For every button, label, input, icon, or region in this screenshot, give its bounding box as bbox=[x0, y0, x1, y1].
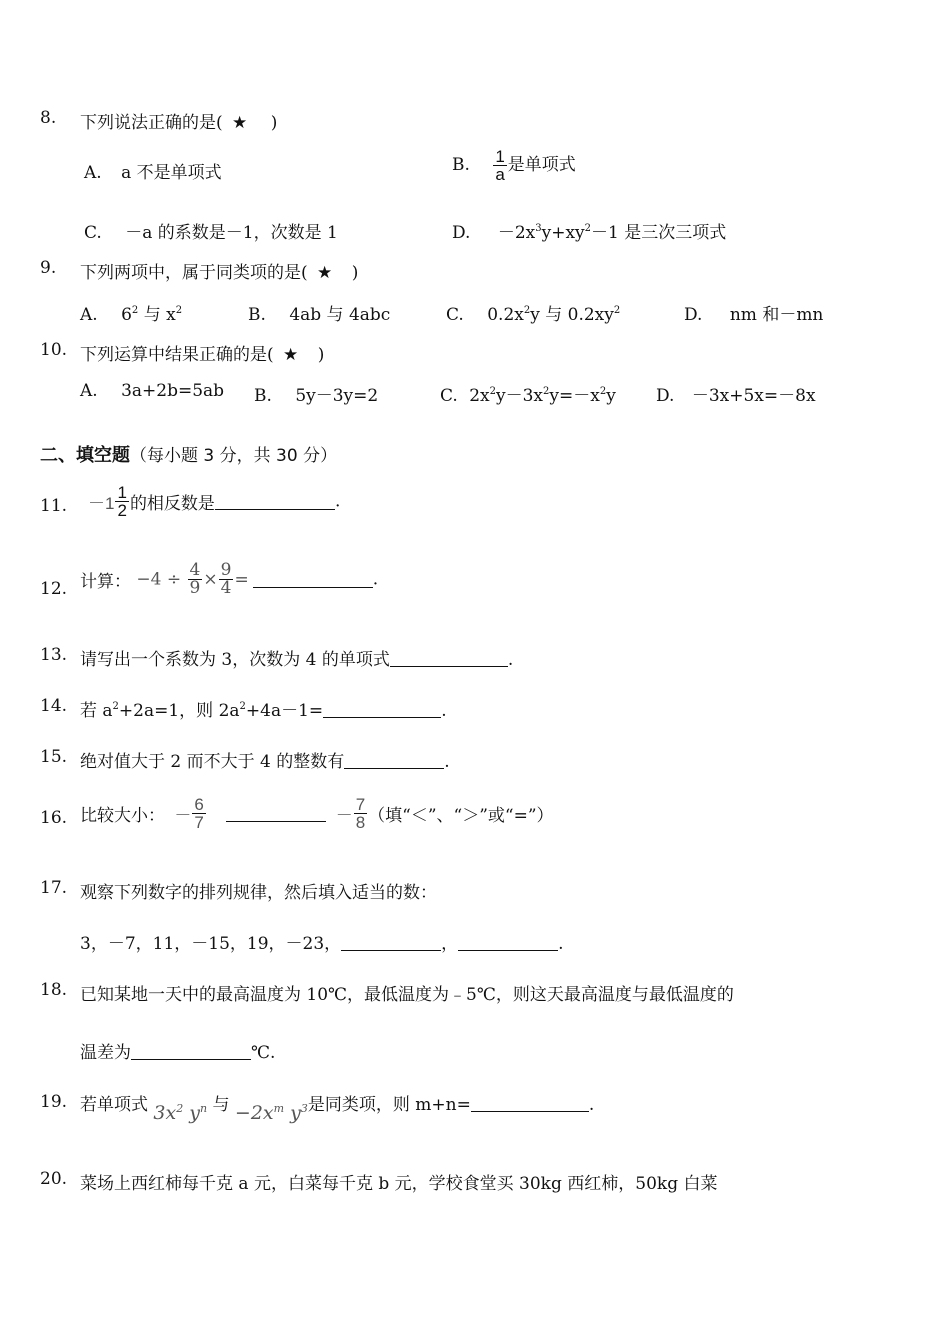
answer-blank[interactable] bbox=[226, 805, 326, 822]
section-title: 二、填空题 bbox=[40, 445, 130, 466]
denominator: 4 bbox=[220, 578, 232, 598]
question-13 bbox=[40, 645, 67, 665]
stem-text: 的相反数是 bbox=[129, 494, 215, 514]
question-16 bbox=[40, 808, 67, 828]
exponent: 2 bbox=[175, 305, 183, 316]
exponent: 2 bbox=[489, 386, 496, 397]
question-number: 17. bbox=[40, 878, 68, 898]
question-12 bbox=[40, 579, 67, 599]
stem-text: 计算： bbox=[80, 572, 131, 592]
expr-part: y bbox=[606, 386, 616, 406]
option-text: 5y－3y=2 bbox=[295, 386, 379, 406]
option-text bbox=[469, 386, 616, 406]
option-label: A. bbox=[80, 305, 98, 325]
denominator: 8 bbox=[355, 813, 366, 832]
question-14 bbox=[40, 696, 67, 716]
option-text bbox=[487, 305, 620, 325]
option-label: B. bbox=[254, 386, 272, 406]
option-text: nm 和－mn bbox=[729, 305, 824, 325]
question-number: 9. bbox=[40, 258, 57, 278]
option-label: D. bbox=[452, 223, 471, 243]
answer-blank-1[interactable] bbox=[341, 934, 441, 951]
expr-part: +2a=1，则 2a bbox=[118, 701, 240, 721]
option-9d[interactable] bbox=[684, 300, 823, 325]
option-10d[interactable] bbox=[656, 381, 816, 406]
exponent: 2 bbox=[112, 701, 119, 712]
exponent: m bbox=[273, 1102, 285, 1115]
question-19-body bbox=[80, 1090, 595, 1124]
star-icon: ★ bbox=[232, 113, 248, 133]
stem-text: 请写出一个系数为 3，次数为 4 的单项式 bbox=[80, 650, 390, 670]
monomial-2 bbox=[235, 1102, 308, 1124]
question-19 bbox=[40, 1092, 67, 1112]
denominator: 2 bbox=[117, 501, 127, 520]
option-text: －a 的系数是－1，次数是 1 bbox=[125, 223, 338, 243]
question-8 bbox=[40, 108, 56, 128]
fraction-9-4 bbox=[219, 562, 234, 597]
question-11 bbox=[40, 496, 67, 516]
exponent: 2 bbox=[523, 305, 531, 316]
stem-text: 已知某地一天中的最高温度为 10℃，最低温度为﹣5℃，则这天最高温度与最低温度的 bbox=[80, 985, 734, 1005]
answer-blank[interactable] bbox=[131, 1043, 251, 1060]
conjunction: 与 bbox=[212, 1095, 230, 1115]
question-16-body bbox=[80, 796, 554, 831]
unit-text: ℃. bbox=[251, 1043, 276, 1063]
stem-text: 下列两项中，属于同类项的是( bbox=[80, 263, 308, 283]
fraction-one-half bbox=[115, 484, 128, 519]
question-number: 19. bbox=[40, 1092, 68, 1112]
period: . bbox=[558, 934, 564, 954]
number-sequence: 3，－7，11，－15，19，－23， bbox=[80, 934, 342, 954]
expr-part: 若 a bbox=[80, 701, 113, 721]
numerator: 7 bbox=[355, 795, 366, 814]
close-paren: ) bbox=[317, 345, 325, 365]
question-number: 8. bbox=[40, 108, 57, 128]
numerator: 4 bbox=[189, 560, 201, 580]
option-label: C. bbox=[440, 386, 458, 406]
question-9-stem bbox=[80, 258, 358, 283]
question-number: 16. bbox=[40, 808, 68, 828]
expr-part: +4a－1= bbox=[245, 701, 324, 721]
monomial-1 bbox=[153, 1102, 207, 1124]
option-9b[interactable] bbox=[248, 300, 390, 325]
question-18 bbox=[40, 980, 67, 1000]
period: . bbox=[441, 701, 447, 721]
exponent: 2 bbox=[584, 223, 592, 234]
times-sign: × bbox=[203, 569, 218, 590]
question-number: 14. bbox=[40, 696, 68, 716]
question-9 bbox=[40, 258, 56, 278]
stem-text: 观察下列数字的排列规律，然后填入适当的数： bbox=[80, 883, 437, 903]
numerator: 1 bbox=[495, 147, 505, 166]
option-text: 3a+2b=5ab bbox=[121, 381, 225, 401]
expr-part: y+xy bbox=[541, 223, 585, 243]
fraction-7-8 bbox=[354, 796, 367, 831]
period: . bbox=[507, 650, 514, 670]
stem-text: 下列运算中结果正确的是( bbox=[80, 345, 274, 365]
expr-part: 6 bbox=[121, 305, 132, 325]
equals-sign: = bbox=[234, 569, 249, 590]
period: . bbox=[588, 1095, 595, 1115]
option-8a[interactable] bbox=[84, 158, 222, 183]
option-text bbox=[498, 223, 726, 243]
close-paren: ) bbox=[351, 263, 359, 283]
answer-blank[interactable] bbox=[390, 650, 508, 667]
denominator: a bbox=[495, 165, 505, 184]
option-text: 是单项式 bbox=[507, 155, 576, 175]
numerator: 9 bbox=[220, 560, 232, 580]
question-15-body bbox=[80, 747, 450, 772]
fraction-4-9 bbox=[188, 562, 203, 597]
expr-part: 2x bbox=[469, 386, 490, 406]
expr-part: －2x bbox=[497, 223, 536, 243]
option-text bbox=[121, 305, 182, 325]
question-15 bbox=[40, 747, 67, 767]
stem-text: 绝对值大于 2 而不大于 4 的整数有 bbox=[80, 752, 345, 772]
stem-text: 菜场上西红柿每千克 a 元，白菜每千克 b 元，学校食堂买 30kg 西红柿，50kg 白菜 bbox=[80, 1174, 718, 1194]
exponent: 2 bbox=[176, 1102, 184, 1115]
exponent: 2 bbox=[239, 701, 246, 712]
question-8-stem bbox=[80, 108, 277, 133]
question-18-stem bbox=[80, 980, 734, 1005]
question-20 bbox=[40, 1169, 67, 1189]
answer-blank[interactable] bbox=[323, 701, 441, 718]
period: . bbox=[334, 491, 341, 512]
expr-part: 3x bbox=[153, 1102, 177, 1124]
option-text: 4ab 与 4abc bbox=[289, 305, 391, 325]
close-paren: ) bbox=[270, 113, 278, 133]
option-8d[interactable] bbox=[452, 218, 726, 243]
numerator: 6 bbox=[194, 795, 204, 814]
question-17 bbox=[40, 878, 67, 898]
option-8b[interactable] bbox=[452, 148, 576, 183]
option-9c[interactable] bbox=[446, 300, 620, 325]
denominator: 7 bbox=[194, 813, 204, 832]
minus-sign: － bbox=[174, 806, 192, 825]
expr-part: −4 ÷ bbox=[136, 569, 182, 590]
star-icon: ★ bbox=[283, 345, 299, 365]
option-label: C. bbox=[84, 223, 102, 243]
option-text: －3x+5x=－8x bbox=[691, 386, 816, 406]
exponent: 3 bbox=[535, 223, 542, 234]
expr-part: 与 x bbox=[138, 305, 176, 325]
star-icon: ★ bbox=[317, 263, 333, 283]
question-11-body bbox=[88, 484, 340, 519]
numerator: 1 bbox=[117, 483, 127, 502]
instruction-text: （填“＜”、“＞”或“=”） bbox=[368, 806, 554, 826]
expr-part: －1 是三次三项式 bbox=[591, 223, 727, 243]
question-number: 20. bbox=[40, 1169, 68, 1189]
question-13-body bbox=[80, 645, 513, 670]
question-10-stem bbox=[80, 340, 324, 365]
mixed-number-whole: －1 bbox=[88, 494, 115, 513]
expr-part: −2x bbox=[234, 1102, 274, 1124]
fraction-1-over-a bbox=[493, 148, 506, 183]
question-12-body bbox=[80, 562, 378, 597]
answer-blank[interactable] bbox=[344, 752, 444, 769]
option-label: B. bbox=[452, 155, 470, 175]
option-label: A. bbox=[84, 163, 102, 183]
option-label: D. bbox=[656, 386, 675, 406]
exponent: 2 bbox=[543, 386, 550, 397]
option-text: a 不是单项式 bbox=[121, 163, 222, 183]
question-18-answer-line bbox=[80, 1038, 275, 1063]
question-17-stem bbox=[80, 878, 437, 903]
expr-part: y bbox=[183, 1102, 200, 1124]
option-label: B. bbox=[248, 305, 266, 325]
expr-part: y－3x bbox=[496, 386, 544, 406]
exponent: 3 bbox=[300, 1102, 308, 1115]
answer-blank[interactable] bbox=[253, 571, 373, 588]
option-8c[interactable] bbox=[84, 218, 338, 243]
denominator: 9 bbox=[189, 578, 201, 598]
answer-blank[interactable] bbox=[471, 1095, 589, 1112]
question-14-body bbox=[80, 696, 447, 721]
exponent: n bbox=[200, 1102, 208, 1115]
question-number: 10. bbox=[40, 340, 68, 360]
option-10a[interactable] bbox=[80, 381, 224, 401]
option-label: D. bbox=[684, 305, 703, 325]
stem-text: 比较大小： bbox=[80, 806, 165, 826]
option-9a[interactable] bbox=[80, 300, 182, 325]
question-number: 12. bbox=[40, 579, 68, 599]
comma: ， bbox=[441, 934, 459, 954]
period: . bbox=[372, 569, 379, 590]
option-label: A. bbox=[80, 381, 98, 401]
question-17-sequence bbox=[80, 929, 564, 954]
expr-part: y bbox=[284, 1102, 301, 1124]
question-number: 18. bbox=[40, 980, 68, 1000]
stem-text: 是同类项，则 m+n= bbox=[307, 1095, 471, 1115]
expr-part: y 与 0.2xy bbox=[530, 305, 614, 325]
question-number: 15. bbox=[40, 747, 68, 767]
section-note: （每小题 3 分，共 30 分） bbox=[130, 446, 338, 466]
stem-text: 下列说法正确的是( bbox=[80, 113, 223, 133]
question-number: 13. bbox=[40, 645, 68, 665]
expr-part: y=－x bbox=[549, 386, 600, 406]
period: . bbox=[444, 752, 450, 772]
option-label: C. bbox=[446, 305, 464, 325]
answer-blank[interactable] bbox=[215, 493, 335, 510]
stem-text: 温差为 bbox=[80, 1043, 131, 1063]
option-10c[interactable] bbox=[440, 381, 616, 406]
stem-text: 若单项式 bbox=[80, 1095, 148, 1115]
question-number: 11. bbox=[40, 496, 68, 516]
minus-sign: － bbox=[335, 806, 353, 825]
fraction-6-7 bbox=[192, 796, 205, 831]
expr-part: 0.2x bbox=[487, 305, 524, 325]
exponent: 2 bbox=[613, 305, 621, 316]
option-10b[interactable] bbox=[254, 381, 378, 406]
question-10 bbox=[40, 340, 67, 360]
answer-blank-2[interactable] bbox=[458, 934, 558, 951]
exponent: 2 bbox=[131, 305, 139, 316]
question-20-stem bbox=[80, 1169, 717, 1194]
section-heading bbox=[40, 441, 337, 467]
exponent: 2 bbox=[599, 386, 607, 397]
